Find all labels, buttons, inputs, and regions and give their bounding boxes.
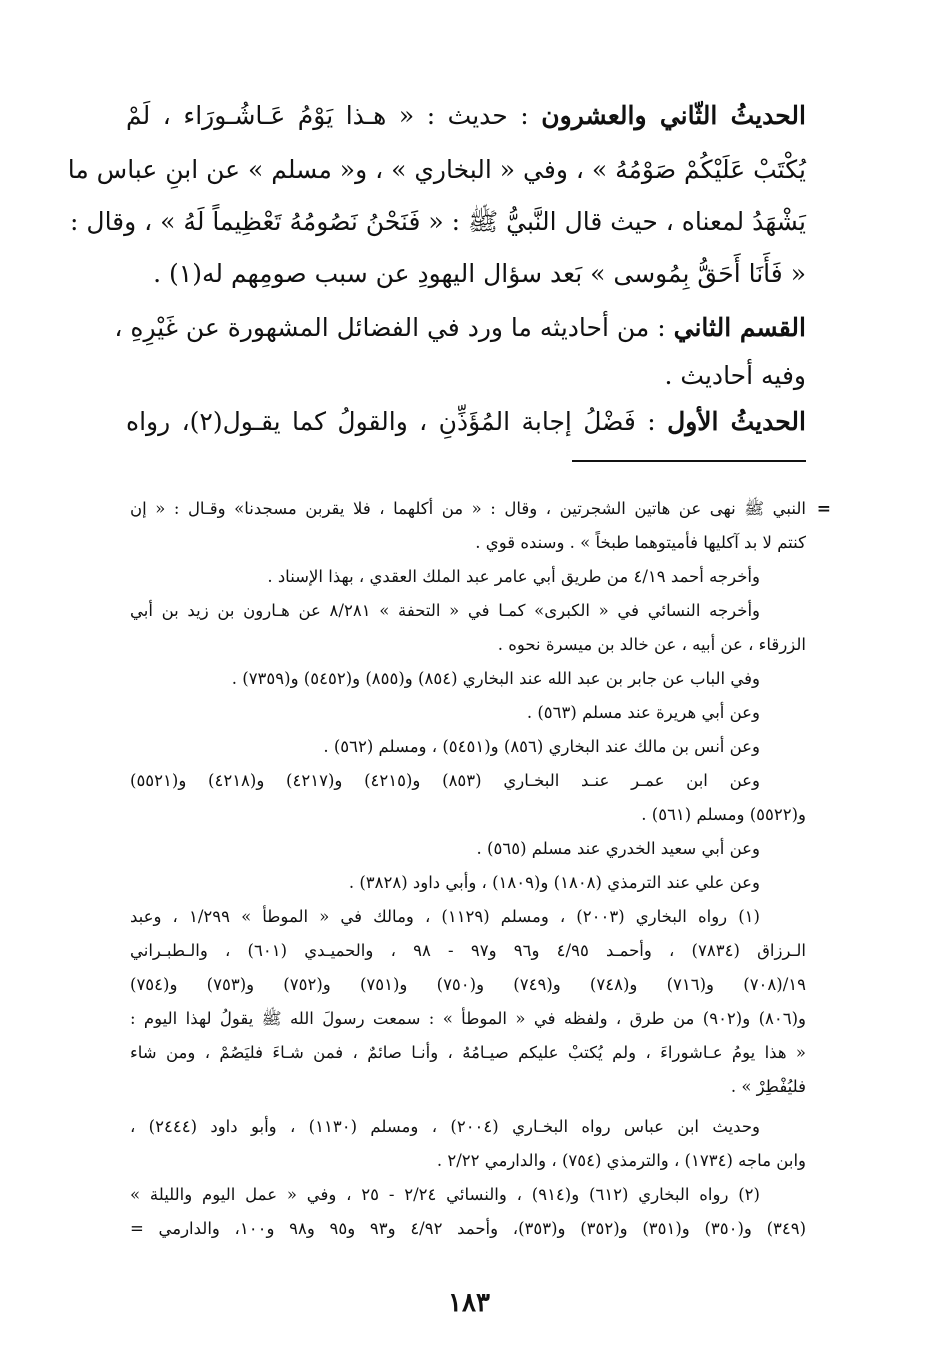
page-number: ١٨٣	[448, 1288, 490, 1318]
footnote-line: (٣٤٩) و(٣٥٠) و(٣٥١) و(٣٥٢) و(٣٥٣)، وأحمد ٤/٩٢ و٩٣ و٩٥ و٩٨ و١٠٠، والدارمي =	[130, 1219, 807, 1238]
main-text-line: الحديثُ الأول : فَضْلُ إجابة المُؤَذِّنِ ، والقولُ كما يقـول(٢)، رواه	[126, 407, 806, 436]
footnote-line: ١٩/(٧٠٨) و(٧١٦) و(٧٤٨) و(٧٤٩) و(٧٥٠) و(٧٥١) و(٧٥٢) و(٧٥٣) و(٧٥٤)	[130, 975, 807, 994]
footnote-line: وعن أبي سعيد الخدري عند مسلم (٥٦٥) .	[476, 839, 760, 858]
footnote-line: كنتم لا بد آكليها فأميتوهما طبخاً » . وسنده قوي .	[475, 533, 806, 552]
hadith-heading: الحديثُ الثّاني والعشرون	[541, 101, 806, 130]
footnote-line: (٢) رواه البخاري (٦١٢) و(٩١٤) ، والنسائي ٢/٢٤ - ٢٥ ، وفي « عمل اليوم والليلة »	[130, 1185, 760, 1204]
footnote-line: الزرقاء ، عن أبيه ، عن خالد بن ميسرة نحوه .	[497, 635, 806, 654]
main-text-line: القسم الثاني : من أحاديثه ما ورد في الفضائل المشهورة عن غَيْرِهِ ،	[114, 313, 806, 342]
footnote-line: « هذا يومُ عـاشوراءَ ، ولم يُكتبْ عليكم صيـامُهُ ، وأنـا صائمٌ ، فمن شـاءَ فليَصُمْ ، ومن شاء	[130, 1043, 806, 1062]
hadith-heading: الحديثُ الأول	[667, 407, 806, 436]
footnote-line: و(٨٠٦) و(٩٠٢) من طرق ، ولفظه في « الموطأ » : سمعت رسولَ الله ﷺ يقولُ لهذا اليوم :	[130, 1009, 807, 1028]
footnote-line: الـرزاق (٧٨٣٤) ، وأحمـد ٤/٩٥ و٩٦ و٩٧ - ٩٨ ، والحميـدي (٦٠١) ، والـطبـراني	[130, 941, 806, 960]
footnote-line: وحديث ابن عباس رواه البخـاري (٢٠٠٤) ، ومسلم (١١٣٠) ، وأبو داود (٢٤٤٤) ،	[130, 1117, 760, 1136]
footnote-line: وفي الباب عن جابر بن عبد الله عند البخاري (٨٥٤) و(٨٥٥) و(٥٤٥٢) و(٧٣٥٩) .	[231, 669, 760, 688]
footnote-line: فليُفْطِرْ » .	[730, 1077, 806, 1096]
continuation-mark: =	[816, 499, 831, 519]
section-heading: القسم الثاني	[673, 313, 806, 342]
footnote-line: وعن علي عند الترمذي (١٨٠٨) و(١٨٠٩) ، وأبي داود (٣٨٢٨) .	[348, 873, 760, 892]
footnote-line: (١) رواه البخاري (٢٠٠٣) ، ومسلم (١١٢٩) ، ومالك في « الموطأ » ١/٢٩٩ ، وعبد	[130, 907, 760, 926]
footnote-line: النبي ﷺ نهى عن هاتين الشجرتين ، وقال : « من أكلهما ، فلا يقربن مسجدنا» وقـال : « إن	[130, 499, 806, 518]
footnote-line: وأخرجه النسائي في « الكبرى» كمـا في « التحفة » ٨/٢٨١ عن هـارون بن زيد بن أبي	[130, 601, 760, 620]
main-text-line: يَشْهَدُ لمعناه ، حيث قال النَّبيُّ ﷺ : « فَنَحْنُ نَصُومُهُ تَعْظِيماً لَهُ » ، وقال :	[70, 207, 806, 236]
footnote-line: و(٥٥٢٢) ومسلم (٥٦١) .	[641, 805, 806, 824]
footnote-line: وأخرجه أحمد ٤/١٩ من طريق أبي عامر عبد الملك العقدي ، بهذا الإسناد .	[267, 567, 760, 586]
main-text-line: يُكْتَبْ عَلَيْكُمْ صَوْمُهُ » ، وفي « البخاري » ، و« مسلم » عن ابنِ عباس ما	[67, 155, 806, 184]
footnote-line: وابن ماجه (١٧٣٤) ، والترمذي (٧٥٤) ، والدارمي ٢/٢٢ .	[436, 1151, 806, 1170]
footnote-line: وعن أبي هريرة عند مسلم (٥٦٣) .	[526, 703, 760, 722]
main-text-line: « فَأَنَا أَحَقُّ بِمُوسى » بَعد سؤال اليهودِ عن سبب صومِهم له(١) .	[153, 259, 806, 288]
footnote-line: وعن أنس بن مالك عند البخاري (٨٥٦) و(٥٤٥١) ، ومسلم (٥٦٢) .	[323, 737, 760, 756]
main-text-line: وفيه أحاديث .	[664, 361, 806, 390]
footnote-separator	[572, 460, 806, 462]
main-text-line: الحديثُ الثّاني والعشرون : حديث : « هـذا يَوْمُ عَـاشُـورَاء ، لَمْ	[126, 101, 806, 130]
footnote-line: وعن ابن عمـر عنـد البخـاري (٨٥٣) و(٤٢١٥) و(٤٢١٧) و(٤٢١٨) و(٥٥٢١)	[130, 771, 760, 790]
